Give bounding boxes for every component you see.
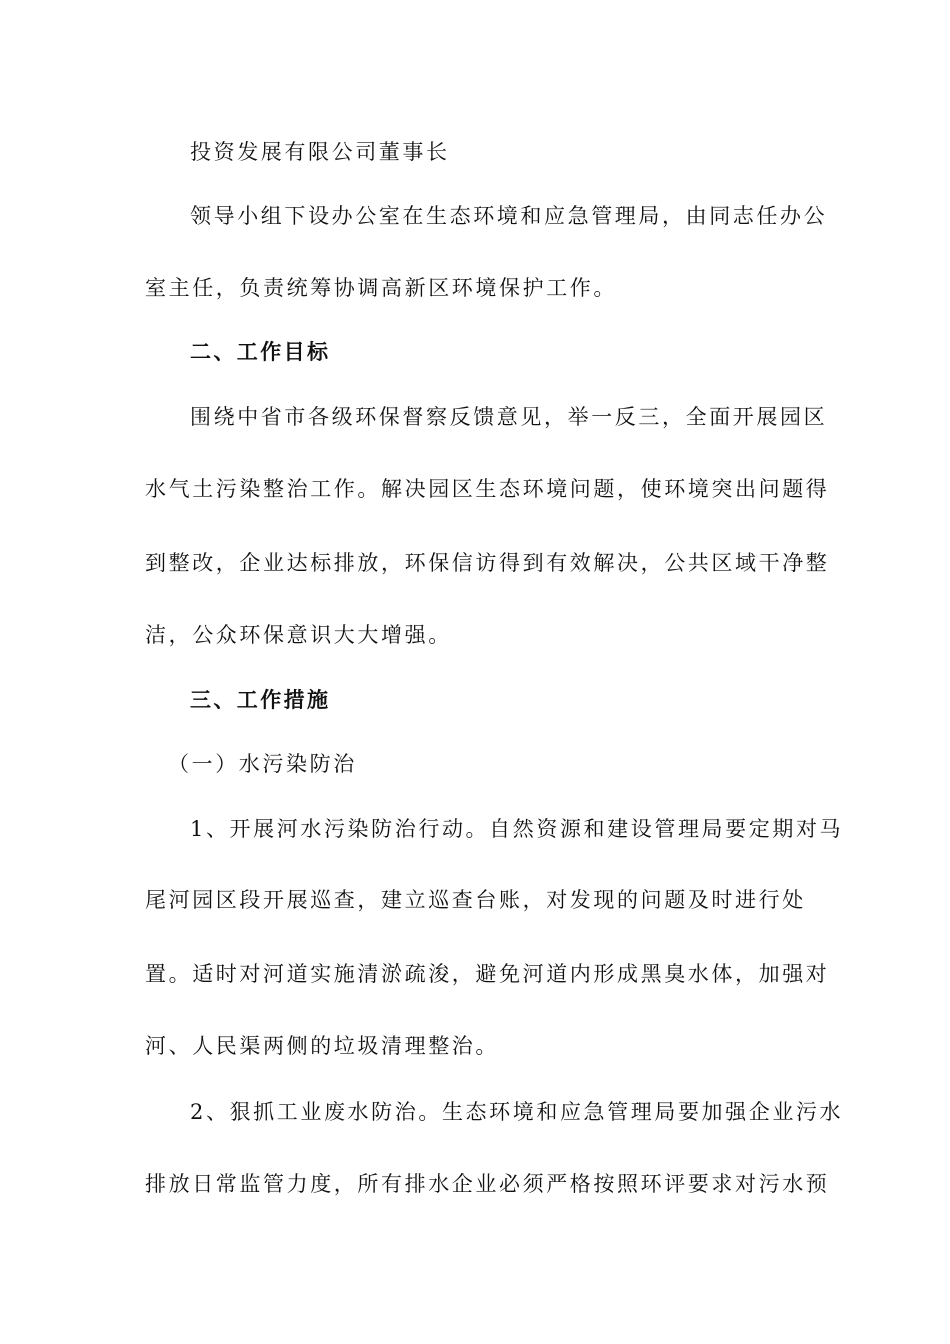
paragraph-line: 领导小组下设办公室在生态环境和应急管理局，由同志任办公 xyxy=(190,204,828,228)
paragraph-line: 投资发展有限公司董事长 xyxy=(190,140,450,164)
paragraph-line: 河、人民渠两侧的垃圾清理整治。 xyxy=(145,1034,499,1058)
section-heading-goals: 二、工作目标 xyxy=(190,339,331,364)
paragraph-line: 洁，公众环保意识大大增强。 xyxy=(145,623,452,647)
subsection-heading-water: （一）水污染防治 xyxy=(168,752,357,776)
paragraph-line: 室主任，负责统筹协调高新区环境保护工作。 xyxy=(145,276,617,300)
paragraph-line: 围绕中省市各级环保督察反馈意见，举一反三，全面开展园区 xyxy=(190,405,828,429)
paragraph-line: 1、开展河水污染防治行动。自然资源和建设管理局要定期对马 xyxy=(190,817,844,841)
paragraph-line: 尾河园区段开展巡查，建立巡查台账，对发现的问题及时进行处 xyxy=(145,888,806,912)
section-heading-measures: 三、工作措施 xyxy=(190,687,331,712)
paragraph-line: 水气土污染整治工作。解决园区生态环境问题，使环境突出问题得 xyxy=(145,477,830,501)
paragraph-line: 排放日常监管力度，所有排水企业必须严格按照环评要求对污水预 xyxy=(145,1172,830,1196)
paragraph-line: 2、狠抓工业废水防治。生态环境和应急管理局要加强企业污水 xyxy=(190,1100,844,1124)
paragraph-line: 到整改，企业达标排放，环保信访得到有效解决，公共区域干净整 xyxy=(145,551,830,575)
paragraph-line: 置。适时对河道实施清淤疏浚，避免河道内形成黑臭水体，加强对 xyxy=(145,962,830,986)
